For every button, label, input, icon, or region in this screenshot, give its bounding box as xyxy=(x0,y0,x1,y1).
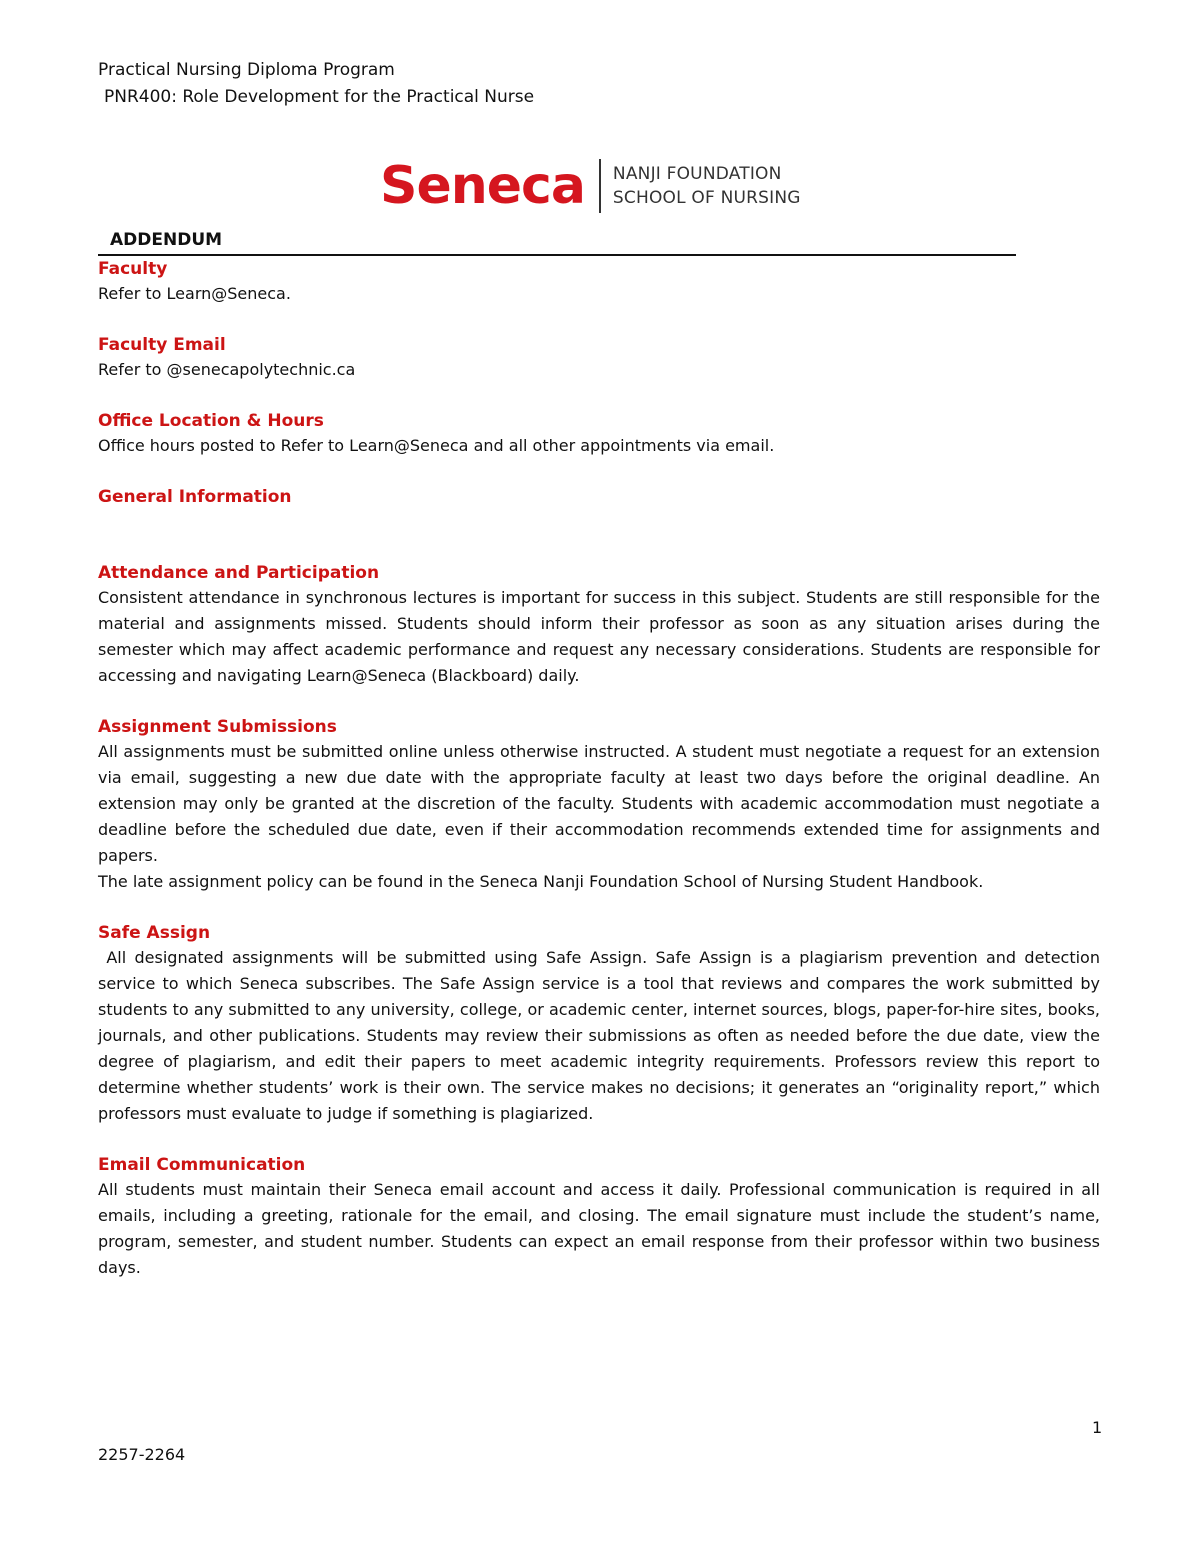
page-number: 1 xyxy=(1092,1418,1103,1437)
section-heading: Assignment Submissions xyxy=(98,717,337,737)
course-title: PNR400: Role Development for the Practical Nurse xyxy=(104,87,535,107)
section-email xyxy=(98,1153,1100,1281)
section-faculty xyxy=(98,257,1100,307)
section-heading: Safe Assign xyxy=(98,923,211,943)
section-text: Consistent attendance in synchronous lectures is important for success in this subject. Students are still responsible for the material and assignments missed. Students should inform their professor as soon as any situation arises during the semester which may affect academic performance and request any necessary considerations. Students are responsible for accessing and navigating Learn@Seneca (Blackboard) daily. xyxy=(98,588,1100,685)
section-text: Office hours posted to Refer to Learn@Seneca and all other appointments via email. xyxy=(98,436,775,455)
logo-divider xyxy=(599,159,601,213)
section-text: Refer to Learn@Seneca. xyxy=(98,284,291,303)
horizontal-rule xyxy=(98,254,1016,256)
document-body xyxy=(98,257,1106,1281)
logo-subtitle-line2: SCHOOL OF NURSING xyxy=(612,188,801,208)
section-heading: Office Location & Hours xyxy=(98,411,324,431)
seneca-logo xyxy=(380,155,801,217)
section-faculty-email xyxy=(98,333,1100,383)
section-general xyxy=(98,485,1100,509)
section-heading: Attendance and Participation xyxy=(98,563,380,583)
logo-subtitle-line1: NANJI FOUNDATION xyxy=(612,164,782,184)
section-heading: Faculty xyxy=(98,259,168,279)
section-text-late-policy: The late assignment policy can be found in the Seneca Nanji Foundation School of Nursing Student Handbook. xyxy=(98,872,984,891)
program-title: Practical Nursing Diploma Program xyxy=(98,60,395,80)
footer-code: 2257-2264 xyxy=(98,1445,186,1464)
addendum-title: ADDENDUM xyxy=(110,230,223,250)
section-text: All designated assignments will be submitted using Safe Assign. Safe Assign is a plagiarism prevention and detection service to which Seneca subscribes. The Safe Assign service is a tool that reviews and compares the work submitted by students to any submitted to any university, college, or academic center, internet sources, blogs, paper-for-hire sites, books, journals, and other publications. Students may review their submissions as often as needed before the due date, view the degree of plagiarism, and edit their papers to meet academic integrity requirements. Professors review this report to determine whether students’ work is their own. The service makes no decisions; it generates an “originality report,” which professors must evaluate to judge if something is plagiarized. xyxy=(98,948,1106,1123)
section-safe-assign xyxy=(98,921,1106,1127)
section-attendance xyxy=(98,561,1100,689)
section-office xyxy=(98,409,1100,459)
section-text: Refer to @senecapolytechnic.ca xyxy=(98,360,356,379)
logo-subtitle xyxy=(613,162,801,210)
section-text: All students must maintain their Seneca email account and access it daily. Professional communication is required in all emails, including a greeting, rationale for the email, and closing. The email signature must include the student’s name, program, semester, and student number. Students can expect an email response from their professor within two business days. xyxy=(98,1180,1100,1277)
logo-wordmark: Seneca xyxy=(380,156,585,216)
section-heading: General Information xyxy=(98,487,292,507)
section-heading: Faculty Email xyxy=(98,335,226,355)
section-heading: Email Communication xyxy=(98,1155,306,1175)
section-text: All assignments must be submitted online unless otherwise instructed. A student must negotiate a request for an extension via email, suggesting a new due date with the appropriate faculty at least two days before the original deadline. An extension may only be granted at the discretion of the faculty. Students with academic accommodation must negotiate a deadline before the scheduled due date, even if their accommodation recommends extended time for assignments and papers. xyxy=(98,742,1100,865)
section-assignments xyxy=(98,715,1100,895)
